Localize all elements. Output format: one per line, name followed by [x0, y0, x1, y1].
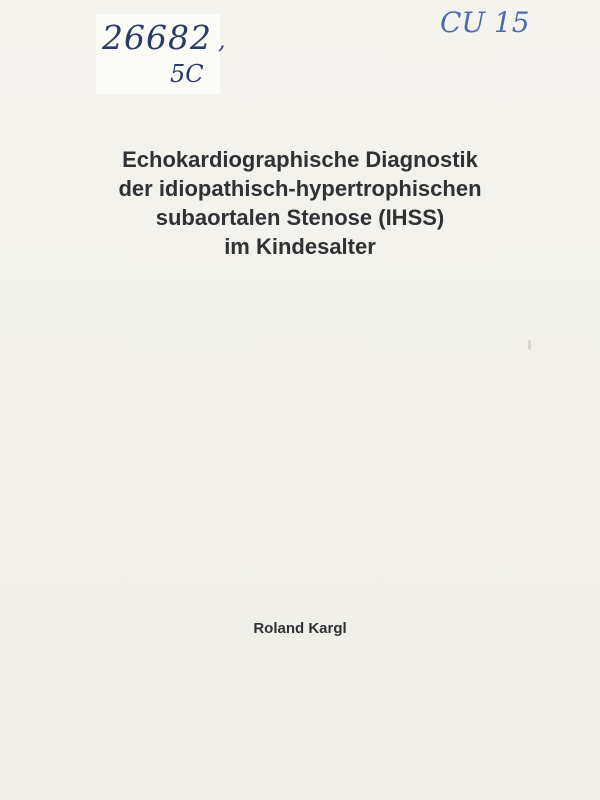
- handwritten-comma: ,: [218, 26, 226, 54]
- document-title: [0, 145, 600, 261]
- handwritten-catalog-number: 26682: [102, 18, 212, 57]
- title-line-3: subaortalen Stenose (IHSS): [155, 205, 445, 230]
- handwritten-catalog-suffix: 5C: [170, 60, 204, 88]
- handwritten-shelf-mark: CU 15: [440, 6, 530, 39]
- title-line-4: im Kindesalter: [224, 234, 376, 259]
- title-line-1: Echokardiographische Diagnostik: [122, 147, 478, 172]
- author-name: Roland Kargl: [253, 620, 347, 637]
- title-line-2: der idiopathisch-hypertrophischen: [118, 176, 482, 201]
- paper-blemish: [528, 340, 531, 350]
